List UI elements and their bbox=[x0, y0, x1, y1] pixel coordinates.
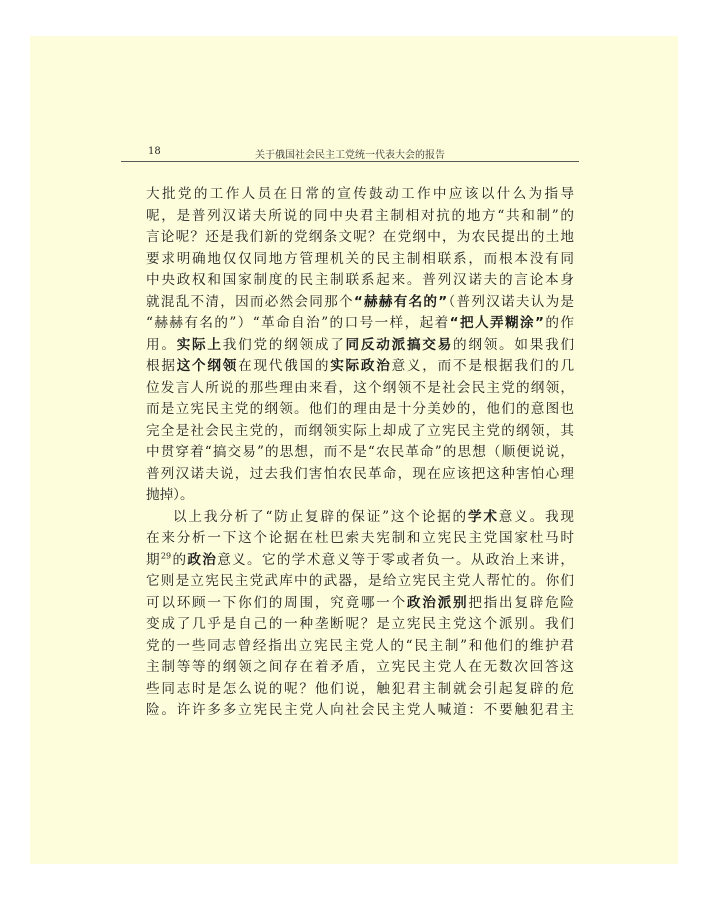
text-segment: 把指出复辟危险 bbox=[468, 594, 575, 611]
text-segment: 而是立宪民主党的纲领。他们的理由是十分美妙的，他们的意图也 bbox=[146, 401, 574, 417]
text-segment: 抛掉）。 bbox=[146, 487, 194, 503]
text-line bbox=[146, 700, 574, 722]
bold-emphasis: 政治派别 bbox=[406, 594, 469, 611]
text-segment: 变成了几乎是自己的一种垄断呢？是立宪民主党这个派别。我们 bbox=[146, 616, 574, 632]
text-line bbox=[146, 313, 574, 335]
text-line bbox=[146, 206, 574, 228]
header-rule bbox=[121, 161, 579, 162]
text-segment: 普列汉诺夫说，过去我们害怕农民革命，现在应该把这种害怕心理 bbox=[146, 465, 574, 482]
text-segment: 意义，而不是根据我们的几 bbox=[391, 358, 575, 374]
text-line bbox=[146, 614, 574, 636]
bold-emphasis: 政治 bbox=[187, 551, 218, 568]
text-segment: 险。许许多多立宪民主党人向社会民主党人喊道：不要触犯君主 bbox=[146, 702, 574, 718]
text-segment: 些同志时是怎么说的呢？他们说，触犯君主制就会引起复辟的危 bbox=[146, 680, 574, 697]
text-segment: 可以环顾一下你们的周围，究竟哪一个 bbox=[146, 594, 407, 611]
text-line bbox=[146, 378, 574, 400]
text-segment: 在来分析一下这个论据在杜巴索夫宪制和立宪民主党国家杜马时 bbox=[146, 530, 574, 546]
text-segment: 意义。我现 bbox=[498, 508, 575, 525]
text-line bbox=[146, 464, 574, 486]
text-line bbox=[146, 507, 574, 529]
bold-emphasis: 实际上 bbox=[176, 336, 223, 353]
text-segment: （普列汉诺夫认为是 bbox=[447, 293, 575, 310]
bold-emphasis: “把人弄糊涂” bbox=[449, 315, 544, 331]
text-segment: 言论呢？还是我们新的党纲条文呢？在党纲中，为农民提出的土地 bbox=[146, 229, 574, 245]
text-segment: 它则是立宪民主党武库中的武器，是给立宪民主党人帮忙的。你们 bbox=[146, 573, 574, 589]
text-segment: 以上我分析了“防止复辟的保证”这个论据的 bbox=[173, 508, 468, 525]
text-line bbox=[146, 528, 574, 550]
text-line bbox=[146, 227, 574, 249]
text-segment: 在现代俄国的 bbox=[238, 358, 331, 374]
text-segment: 期 bbox=[146, 551, 161, 568]
text-segment: 要求明确地仅仅同地方管理机关的民主制相联系，而根本没有同 bbox=[146, 250, 574, 267]
text-line bbox=[146, 571, 574, 593]
text-segment: 呢，是普列汉诺夫所说的同中央君主制相对抗的地方“共和制”的 bbox=[146, 207, 574, 224]
text-segment: “赫赫有名的”）“革命自治”的口号一样，起着 bbox=[146, 315, 450, 331]
text-segment: 我们党的纲领成了 bbox=[222, 336, 346, 353]
bold-emphasis: 实际政治 bbox=[330, 358, 392, 374]
text-line bbox=[146, 657, 574, 679]
text-line bbox=[146, 184, 574, 206]
running-title: 关于俄国社会民主工党统一代表大会的报告 bbox=[255, 150, 445, 161]
text-line bbox=[146, 292, 574, 314]
body-text bbox=[146, 184, 574, 722]
footnote-marker: 29 bbox=[160, 550, 172, 560]
text-line bbox=[146, 636, 574, 658]
text-line bbox=[146, 550, 574, 572]
text-line bbox=[146, 679, 574, 701]
text-segment: 的作 bbox=[543, 315, 575, 331]
text-segment: 完全是社会民主党的，而纲领实际上却成了立宪民主党的纲领，其 bbox=[146, 422, 574, 439]
text-line bbox=[146, 421, 574, 443]
text-segment: 的纲领。如果我们 bbox=[453, 336, 575, 353]
text-segment: 主制等等的纲领之间存在着矛盾，立宪民主党人在无数次回答这 bbox=[146, 659, 574, 675]
text-segment: 意义。它的学术意义等于零或者负一。从政治上来讲， bbox=[217, 551, 574, 568]
text-line bbox=[146, 356, 574, 378]
text-line bbox=[146, 593, 574, 615]
text-segment: 中央政权和国家制度的民主制联系起来。普列汉诺夫的言论本身 bbox=[146, 272, 574, 288]
text-segment: 用。 bbox=[146, 336, 177, 353]
text-segment: 党的一些同志曾经指出立宪民主党人的“民主制”和他们的维护君 bbox=[146, 637, 574, 654]
text-segment: 位发言人所说的那些理由来看，这个纲领不是社会民主党的纲领， bbox=[146, 379, 574, 396]
text-line bbox=[146, 335, 574, 357]
bold-emphasis: 学术 bbox=[467, 508, 499, 525]
bold-emphasis: 同反动派搞交易 bbox=[345, 336, 453, 353]
text-line bbox=[146, 270, 574, 292]
text-line bbox=[146, 442, 574, 464]
text-line bbox=[146, 485, 574, 507]
text-segment: 中贯穿着“搞交易”的思想，而不是“农民革命”的思想（顺便说说， bbox=[146, 444, 574, 460]
text-segment: 根据 bbox=[146, 358, 177, 374]
bold-emphasis: 这个纲领 bbox=[176, 358, 239, 374]
text-line bbox=[146, 249, 574, 271]
page-header bbox=[121, 143, 579, 159]
text-line bbox=[146, 399, 574, 421]
text-segment: 的 bbox=[171, 551, 188, 568]
bold-emphasis: “赫赫有名的” bbox=[353, 293, 448, 310]
page-number: 18 bbox=[148, 146, 161, 157]
text-segment: 就混乱不清，因而必然会同那个 bbox=[146, 293, 354, 310]
text-segment: 大批党的工作人员在日常的宣传鼓动工作中应该以什么为指导 bbox=[146, 186, 574, 202]
